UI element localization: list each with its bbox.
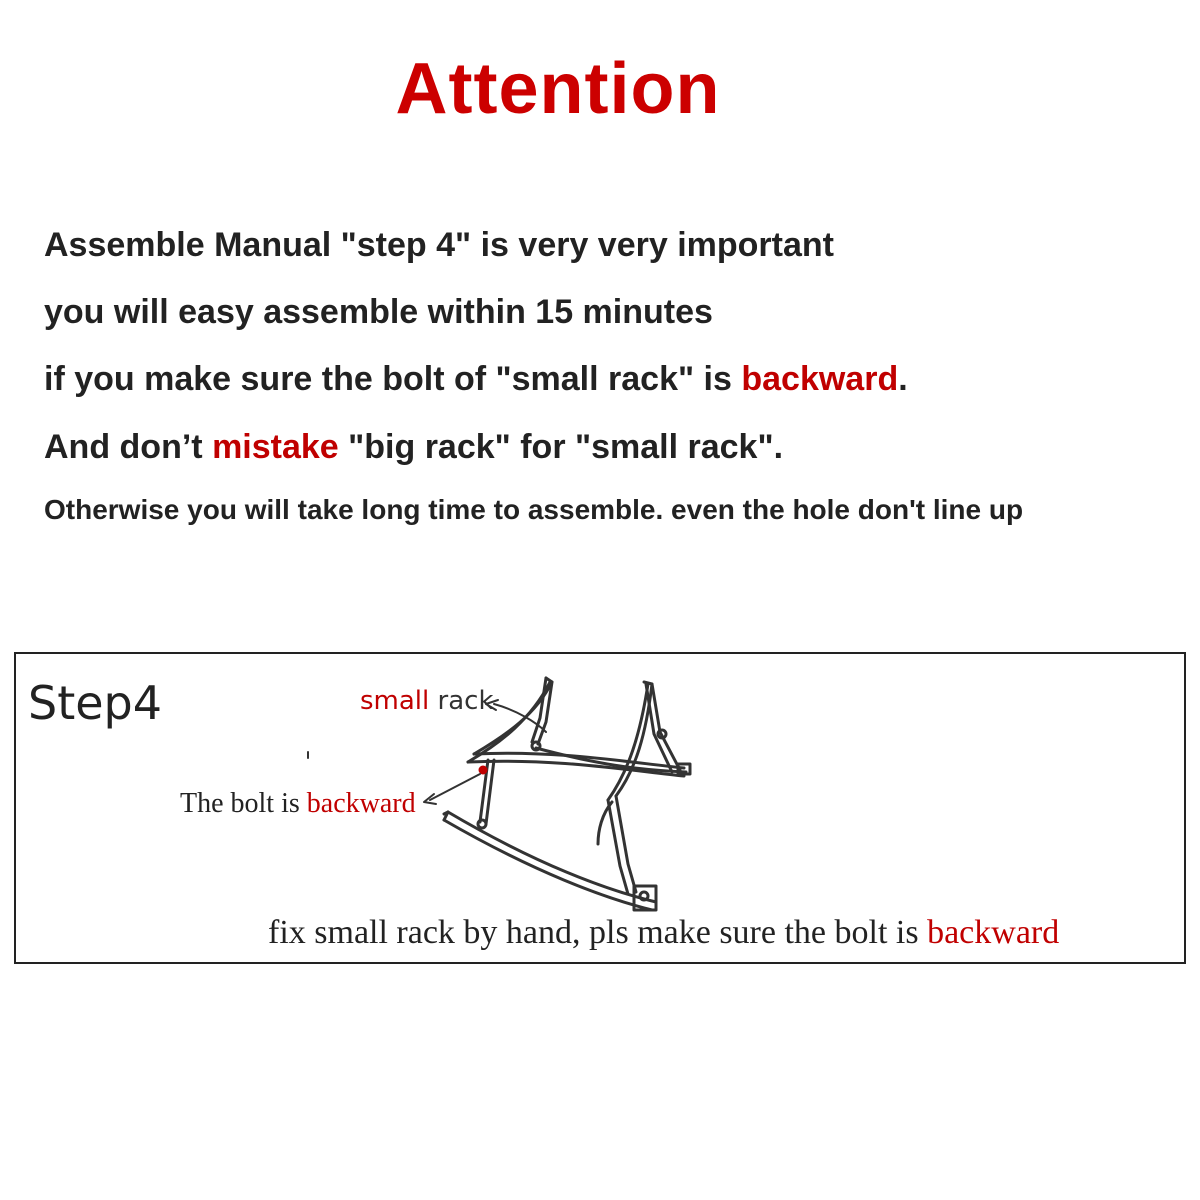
callout-bolt-backward [180, 788, 416, 820]
highlight-small: small [360, 686, 430, 716]
instruction-text: you will easy assemble within 15 minutes [44, 293, 713, 331]
figure-caption [268, 914, 1059, 952]
instruction-line-4 [44, 428, 783, 467]
page-title: Attention [395, 49, 721, 129]
instruction-line-2 [44, 293, 713, 332]
callout-text: rack [429, 686, 494, 716]
highlight-backward: backward [306, 788, 416, 819]
instruction-text: . [898, 360, 908, 398]
highlight-mistake: mistake [212, 428, 339, 466]
step-label: Step4 [28, 676, 163, 730]
instruction-text: And don’t [44, 428, 213, 466]
callout-small-rack [360, 686, 494, 716]
step4-figure [14, 652, 1186, 964]
highlight-backward: backward [927, 914, 1060, 951]
instruction-text: "big rack" for "small rack". [338, 428, 784, 466]
instruction-text: if you make sure the bolt of "small rack" is [44, 360, 742, 398]
instruction-text: Assemble Manual "step 4" is very very important [44, 226, 834, 264]
instruction-text: Otherwise you will take long time to assemble. even the hole don't line up [44, 494, 1024, 525]
instruction-line-3 [44, 360, 908, 399]
callout-text: The bolt is [180, 788, 307, 819]
instruction-line-5 [44, 494, 1023, 526]
highlight-backward: backward [741, 360, 899, 398]
caption-text: fix small rack by hand, pls make sure the bolt is [268, 914, 928, 951]
instruction-line-1 [44, 226, 834, 265]
